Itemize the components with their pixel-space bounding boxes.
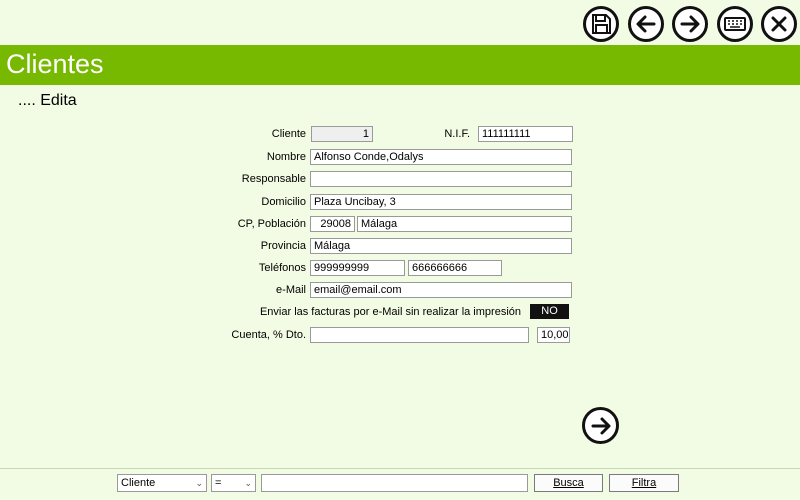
search-input[interactable] [261, 474, 528, 492]
save-button[interactable] [583, 6, 619, 42]
telefono2-field[interactable]: 666666666 [408, 260, 502, 276]
cliente-label: Cliente [271, 128, 306, 140]
nombre-field[interactable]: Alfonso Conde,Odalys [310, 149, 572, 165]
close-button[interactable] [761, 6, 797, 42]
chevron-down-icon: ⌄ [244, 478, 252, 488]
search-field-select[interactable] [117, 474, 207, 492]
nif-field[interactable]: 111111111 [478, 126, 573, 142]
arrow-right-icon [589, 414, 613, 438]
enviar-toggle[interactable]: NO [530, 304, 569, 319]
responsable-label: Responsable [241, 173, 306, 185]
forward-button[interactable] [672, 6, 708, 42]
next-button[interactable] [582, 407, 619, 444]
arrow-left-icon [634, 12, 658, 36]
arrow-right-icon [678, 12, 702, 36]
cliente-field: 1 [311, 126, 373, 142]
search-operator-select[interactable] [211, 474, 256, 492]
filtra-button[interactable]: Filtra [609, 474, 679, 492]
telefonos-label: Teléfonos [258, 262, 306, 274]
page-title: Clientes [6, 49, 104, 79]
poblacion-field[interactable]: Málaga [357, 216, 572, 232]
close-icon [767, 12, 791, 36]
page-subtitle: .... Edita [18, 92, 77, 109]
enviar-label: Enviar las facturas por e-Mail sin realizar la impresión [259, 306, 521, 318]
title-bar [0, 45, 800, 85]
search-operator-value: = [215, 477, 222, 489]
dto-field[interactable]: 10,00 [537, 327, 570, 343]
nombre-label: Nombre [266, 151, 306, 163]
keyboard-button[interactable] [717, 6, 753, 42]
domicilio-label: Domicilio [261, 196, 306, 208]
cuenta-label: Cuenta, % Dto. [231, 329, 306, 341]
telefono1-field[interactable]: 999999999 [310, 260, 405, 276]
busca-button[interactable]: Busca [534, 474, 603, 492]
responsable-field[interactable] [310, 171, 572, 187]
back-button[interactable] [628, 6, 664, 42]
provincia-field[interactable]: Málaga [310, 238, 572, 254]
email-label: e-Mail [276, 284, 306, 296]
cuenta-field[interactable] [310, 327, 529, 343]
keyboard-icon [723, 12, 747, 36]
chevron-down-icon: ⌄ [195, 478, 203, 488]
nif-label: N.I.F. [444, 128, 470, 140]
provincia-label: Provincia [260, 240, 306, 252]
email-field[interactable]: email@email.com [310, 282, 572, 298]
cp-label: CP, Población [237, 218, 306, 230]
cp-field[interactable]: 29008 [310, 216, 355, 232]
domicilio-field[interactable]: Plaza Uncibay, 3 [310, 194, 572, 210]
save-icon [589, 12, 613, 36]
search-field-value: Cliente [121, 477, 156, 489]
